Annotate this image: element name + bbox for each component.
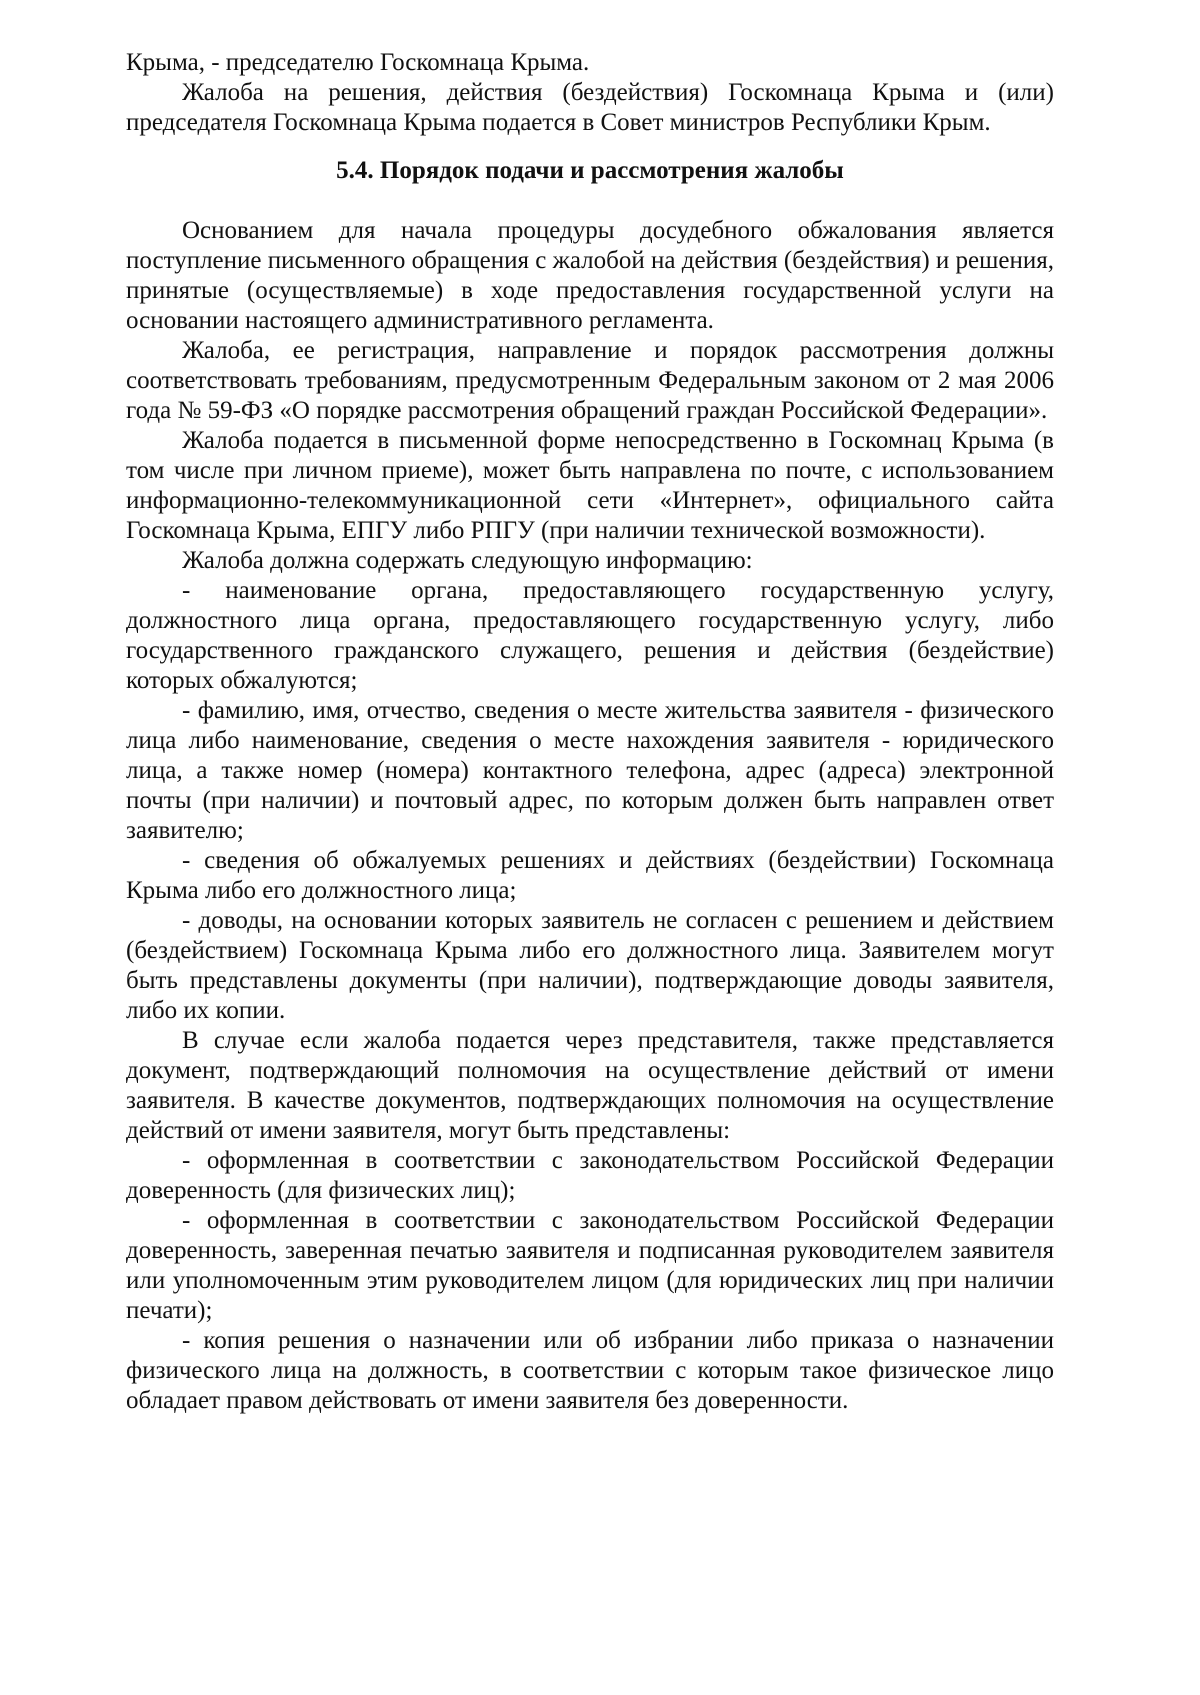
continuation-line: Крыма, - председателю Госкомнаца Крыма. bbox=[126, 49, 590, 76]
paragraph-contents-intro: Жалоба должна содержать следующую информацию: bbox=[182, 547, 753, 574]
paragraph-representative: В случае если жалоба подается через представителя, также представляется документ, подтверждающий полномочия на осуществление действий от имени заявителя. В качестве документов, подтверждающих полномочия на осуществление действий от имени заявителя, могут быть представлены: bbox=[126, 1027, 1054, 1144]
list-item-appointment-copy: - копия решения о назначении или об избрании либо приказа о назначении физического лица на должность, в соответствии с которым такое физическое лицо обладает правом действовать от имени заявителя без доверенности. bbox=[126, 1327, 1054, 1414]
document-page bbox=[126, 48, 1054, 1416]
paragraph-appeal-council: Жалоба на решения, действия (бездействия) Госкомнаца Крыма и (или) председателя Госкомнаца Крыма подается в Совет министров Республики Крым. bbox=[126, 79, 1054, 136]
list-item-power-legal: - оформленная в соответствии с законодательством Российской Федерации доверенность, заверенная печатью заявителя и подписанная руководителем заявителя или уполномоченным этим руководителем лицом (для юридических лиц при наличии печати); bbox=[126, 1207, 1054, 1324]
section-heading: 5.4. Порядок подачи и рассмотрения жалобы bbox=[336, 157, 844, 184]
list-item-decisions: - сведения об обжалуемых решениях и действиях (бездействии) Госкомнаца Крыма либо его должностного лица; bbox=[126, 847, 1054, 904]
list-item-arguments: - доводы, на основании которых заявитель не согласен с решением и действием (бездействием) Госкомнаца Крыма либо его должностного лица. Заявителем могут быть представлены документы (при наличии), подтверждающие доводы заявителя, либо их копии. bbox=[126, 907, 1054, 1024]
paragraph-requirements: Жалоба, ее регистрация, направление и порядок рассмотрения должны соответствовать требованиям, предусмотренным Федеральным законом от 2 мая 2006 года № 59-ФЗ «О порядке рассмотрения обращений граждан Российской Федерации». bbox=[126, 337, 1054, 424]
list-item-applicant-info: - фамилию, имя, отчество, сведения о месте жительства заявителя - физического лица либо наименование, сведения о месте нахождения заявителя - юридического лица, а также номер (номера) контактного телефона, адрес (адреса) электронной почты (при наличии) и почтовый адрес, по которым должен быть направлен ответ заявителю; bbox=[126, 697, 1054, 844]
list-item-power-individuals: - оформленная в соответствии с законодательством Российской Федерации доверенность (для физических лиц); bbox=[126, 1147, 1054, 1204]
paragraph-grounds: Основанием для начала процедуры досудебного обжалования является поступление письменного обращения с жалобой на действия (бездействия) и решения, принятые (осуществляемые) в ходе предоставления государственной услуги на основании настоящего административного регламента. bbox=[126, 217, 1054, 334]
list-item-body-name: - наименование органа, предоставляющего государственную услугу, должностного лица органа, предоставляющего государственную услугу, либо государственного гражданского служащего, решения и действия (бездействие) которых обжалуются; bbox=[126, 577, 1054, 694]
paragraph-submission-form: Жалоба подается в письменной форме непосредственно в Госкомнац Крыма (в том числе при личном приеме), может быть направлена по почте, с использованием информационно-телекоммуникационной сети «Интернет», официального сайта Госкомнаца Крыма, ЕПГУ либо РПГУ (при наличии технической возможности). bbox=[126, 427, 1054, 544]
